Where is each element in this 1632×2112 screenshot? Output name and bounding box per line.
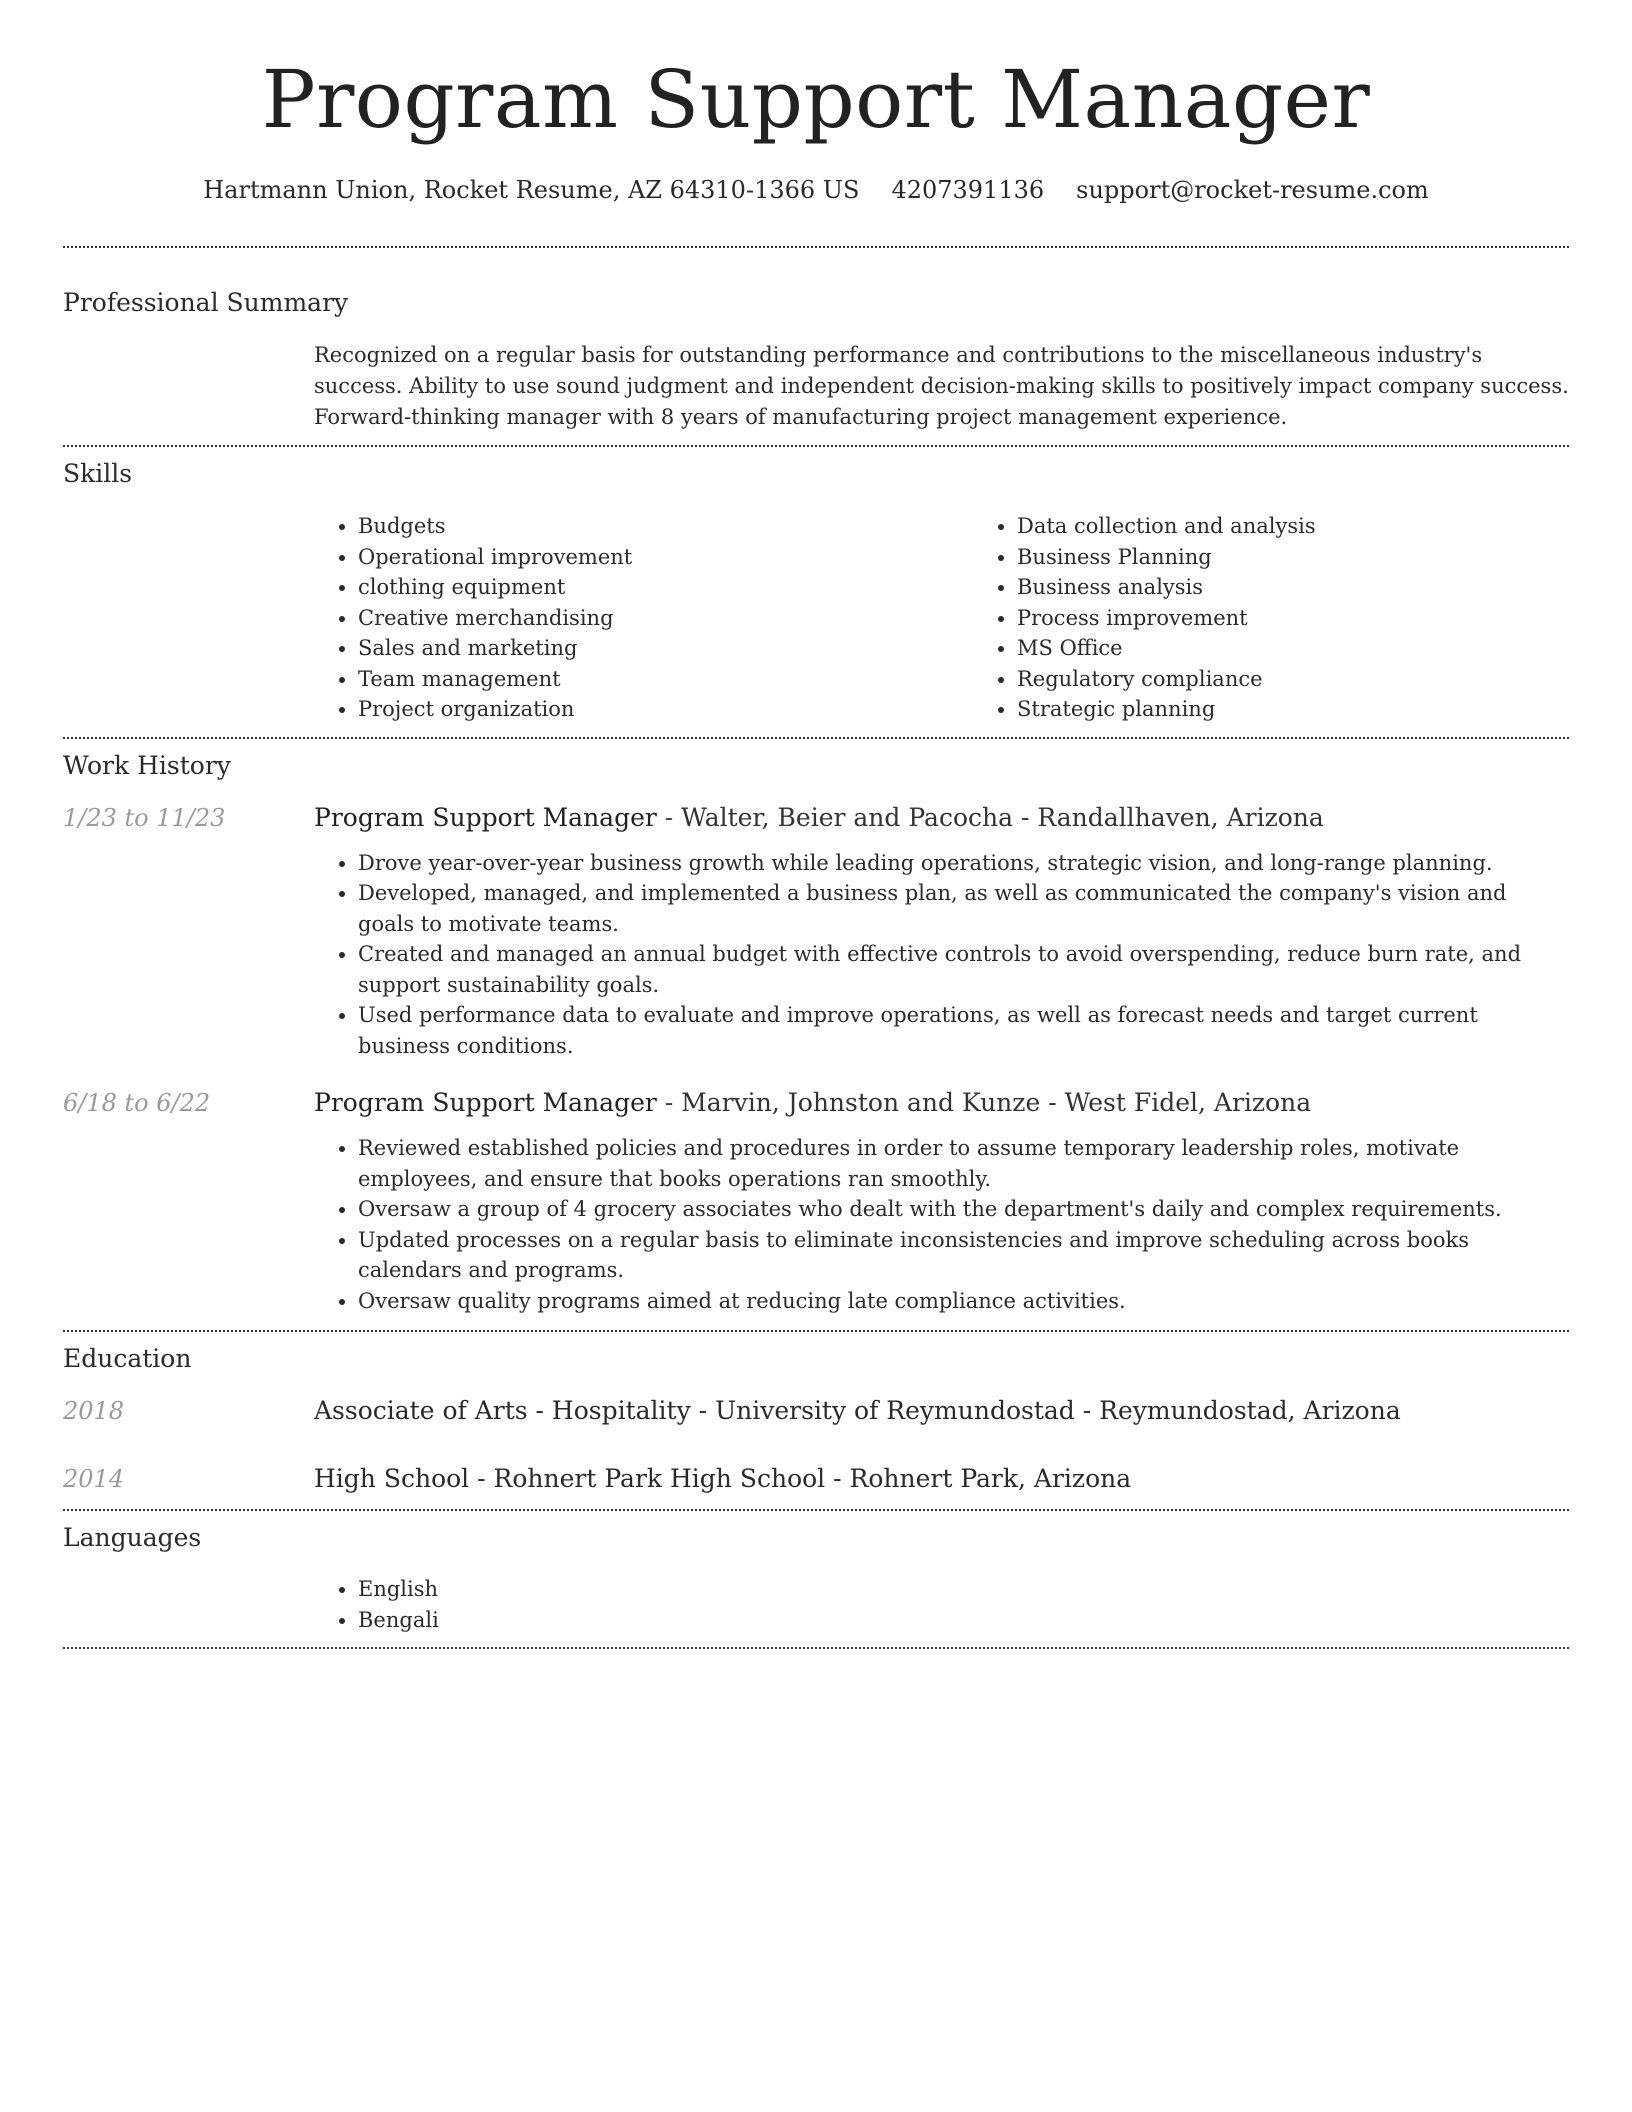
education-degree: High School	[314, 1464, 470, 1493]
section-divider	[63, 1647, 1569, 1649]
job-title: Program Support Manager	[314, 1088, 657, 1117]
languages-list	[314, 1574, 1569, 1635]
job-bullets	[314, 1133, 1569, 1316]
section-heading-work-history: Work History	[63, 750, 231, 780]
resume-title: Program Support Manager	[261, 53, 1371, 146]
section-heading-summary: Professional Summary	[63, 288, 349, 317]
summary-section	[63, 248, 1569, 433]
skill-item: • Business Planning	[1017, 542, 1632, 573]
job-separator: -	[656, 802, 682, 832]
language-item: • English	[358, 1574, 1569, 1605]
education-year: 2018	[63, 1397, 125, 1425]
education-details: - Rohnert Park High School - Rohnert Park, Arizona	[469, 1464, 1132, 1493]
skill-item: • Data collection and analysis	[1017, 511, 1632, 542]
skill-item: • Sales and marketing	[358, 633, 973, 664]
education-heading	[314, 1395, 1569, 1427]
job-bullet: • Updated processes on a regular basis to eliminate inconsistencies and improve scheduling across books calendars and programs.	[358, 1225, 1569, 1286]
section-heading-skills: Skills	[63, 459, 133, 488]
education-details: - University of Reymundostad - Reymundostad, Arizona	[690, 1396, 1401, 1425]
language-item: • Bengali	[358, 1605, 1569, 1636]
skill-item: • Operational improvement	[358, 542, 973, 573]
education-heading	[314, 1463, 1569, 1495]
education-entry	[63, 1463, 1569, 1495]
skill-item: • Regulatory compliance	[1017, 664, 1632, 695]
section-heading-languages: Languages	[63, 1523, 202, 1552]
contact-email: support@rocket-resume.com	[1076, 176, 1429, 204]
skill-item: • MS Office	[1017, 633, 1632, 664]
skill-item: • Strategic planning	[1017, 694, 1632, 725]
skill-item: • Creative merchandising	[358, 603, 973, 634]
summary-left-spacer	[63, 340, 314, 433]
job-entry	[63, 802, 1569, 1062]
job-company: Marvin, Johnston and Kunze - West Fidel, Arizona	[681, 1088, 1312, 1117]
skills-column-2	[973, 511, 1632, 725]
job-separator: -	[656, 1088, 682, 1117]
skill-item: • Process improvement	[1017, 603, 1632, 634]
skill-item: • Business analysis	[1017, 572, 1632, 603]
languages-section	[63, 1511, 1569, 1635]
job-title: Program Support Manager	[314, 802, 657, 832]
contact-info	[63, 176, 1569, 204]
job-bullet: • Oversaw quality programs aimed at reducing late compliance activities.	[358, 1286, 1569, 1317]
education-entry	[63, 1395, 1569, 1427]
job-bullet: • Oversaw a group of 4 grocery associates who dealt with the department's daily and complex requirements.	[358, 1194, 1569, 1225]
contact-address: Hartmann Union, Rocket Resume, AZ 64310-1366 US	[203, 176, 860, 204]
skill-item: • Team management	[358, 664, 973, 695]
education-year: 2014	[63, 1465, 125, 1493]
job-bullet: • Used performance data to evaluate and improve operations, as well as forecast needs and target current business conditions.	[358, 1000, 1569, 1061]
job-heading	[314, 1087, 1569, 1119]
job-heading	[314, 802, 1569, 834]
education-section	[63, 1332, 1569, 1495]
job-entry	[63, 1087, 1569, 1316]
summary-text: Recognized on a regular basis for outstanding performance and contributions to the miscellaneous industry's success. Ability to use sound judgment and independent decision-making skills to positively impact company success. Forward-thinking manager with 8 years of manufacturing project management experience.	[314, 343, 1569, 429]
job-bullet: • Developed, managed, and implemented a business plan, as well as communicated the company's vision and goals to motivate teams.	[358, 878, 1569, 939]
contact-phone: 4207391136	[891, 176, 1045, 204]
skills-column-1	[314, 511, 973, 725]
skill-item: • Project organization	[358, 694, 973, 725]
job-bullet: • Created and managed an annual budget with effective controls to avoid overspending, reduce burn rate, and support sustainability goals.	[358, 939, 1569, 1000]
skills-section	[63, 447, 1569, 725]
education-degree: Associate of Arts - Hospitality	[314, 1396, 691, 1425]
job-company: Walter, Beier and Pacocha - Randallhaven, Arizona	[681, 802, 1324, 832]
job-dates: 6/18 to 6/22	[63, 1089, 211, 1117]
skill-item: • clothing equipment	[358, 572, 973, 603]
section-heading-education: Education	[63, 1344, 192, 1373]
languages-left-spacer	[63, 1574, 314, 1635]
job-bullets	[314, 848, 1569, 1062]
skill-item: • Budgets	[358, 511, 973, 542]
work-history-section	[63, 739, 1569, 1317]
skills-left-spacer	[63, 511, 314, 725]
job-bullet: • Drove year-over-year business growth while leading operations, strategic vision, and long-range planning.	[358, 848, 1569, 879]
job-dates: 1/23 to 11/23	[63, 803, 226, 832]
job-bullet: • Reviewed established policies and procedures in order to assume temporary leadership roles, motivate employees, and ensure that books operations ran smoothly.	[358, 1133, 1569, 1194]
